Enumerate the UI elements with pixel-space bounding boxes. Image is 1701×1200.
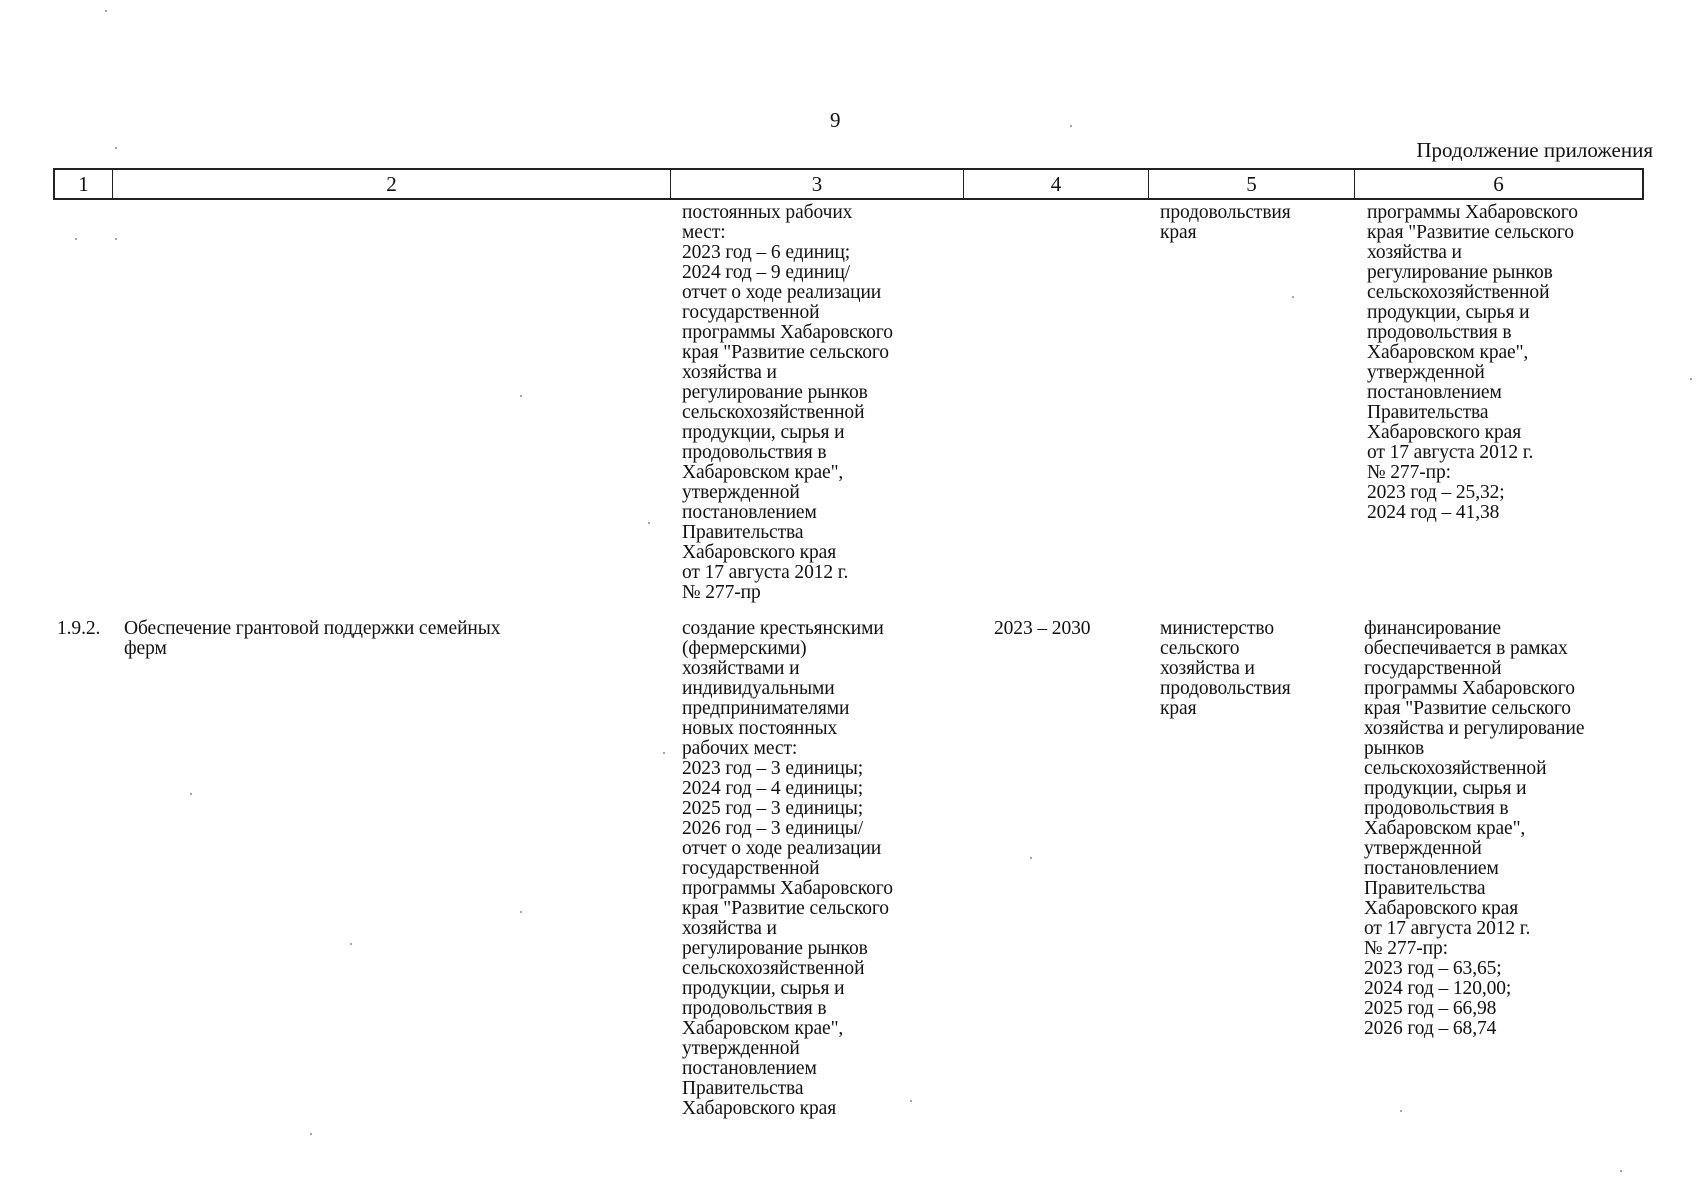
scan-speck [520,395,522,397]
row2-col5-executor: министерство сельского хозяйства и продовольствия края [1160,618,1291,719]
header-col-4: 4 [964,170,1149,198]
row2-col2-measure: Обеспечение грантовой поддержки семейных ферм [124,618,501,659]
header-col-1: 1 [55,170,113,198]
scan-speck [648,522,650,524]
scan-speck [663,752,665,754]
scan-speck [520,911,522,913]
continuation-label: Продолжение приложения [1416,138,1653,162]
scan-speck [115,238,117,240]
row2-col1-number: 1.9.2. [57,618,101,639]
row1-col3-result: постоянных рабочих мест: 2023 год – 6 единиц; 2024 год – 9 единиц/ отчет о ходе реализации государственной программы Хабаровского края "Развитие сельского хозяйства и регулирование рынков сельскохозяйственной продукции, сырья и продовольствия в Хабаровском крае", утвержденной постановлением Правительства Хабаровского края от 17 августа 2012 г. № 277-пр [682,202,893,603]
row2-col6-financing: финансирование обеспечивается в рамках государственной программы Хабаровского края "Развитие сельского хозяйства и регулирование рынков сельскохозяйственной продукции, сырья и продовольствия в Хабаровском крае", утвержденной постановлением Правительства Хабаровского края от 17 августа 2012 г. № 277-пр: 2023 год – 63,65; 2024 год – 120,00; 2025 год – 66,98 2026 год – 68,74 [1364,618,1585,1039]
header-col-6: 6 [1493,172,1504,196]
scan-speck [115,147,117,149]
table-header-row [53,168,1644,200]
header-col-3: 3 [671,170,964,198]
header-col-5: 5 [1149,170,1355,198]
row1-col6-financing: программы Хабаровского края "Развитие сельского хозяйства и регулирование рынков сельскохозяйственной продукции, сырья и продовольствия в Хабаровском крае", утвержденной постановлением Правительства Хабаровского края от 17 августа 2012 г. № 277-пр: 2023 год – 25,32; 2024 год – 41,38 [1367,202,1578,523]
scan-speck [910,1100,912,1102]
scan-speck [1292,296,1294,298]
scan-speck [1400,1110,1402,1112]
row2-col3-result: создание крестьянскими (фермерскими) хозяйствами и индивидуальными предпринимателями новых постоянных рабочих мест: 2023 год – 3 единицы; 2024 год – 4 единицы; 2025 год – 3 единицы; 2026 год – 3 единицы/ отчет о ходе реализации государственной программы Хабаровского края "Развитие сельского хозяйства и регулирование рынков сельскохозяйственной продукции, сырья и продовольствия в Хабаровском крае", утвержденной постановлением Правительства Хабаровского края [682,618,893,1119]
scan-speck [1070,125,1072,127]
scan-speck [75,238,77,240]
scan-speck [350,943,352,945]
scan-speck [1620,1170,1622,1172]
header-col-2: 2 [113,170,671,198]
row1-col5-executor: продовольствия края [1160,202,1291,243]
page-number: 9 [830,108,841,132]
scan-speck [105,10,107,12]
scan-speck [1030,857,1032,859]
scan-speck [310,1133,312,1135]
scan-speck [190,793,192,795]
row2-col4-period: 2023 – 2030 [994,618,1091,639]
scan-speck [1690,378,1692,380]
